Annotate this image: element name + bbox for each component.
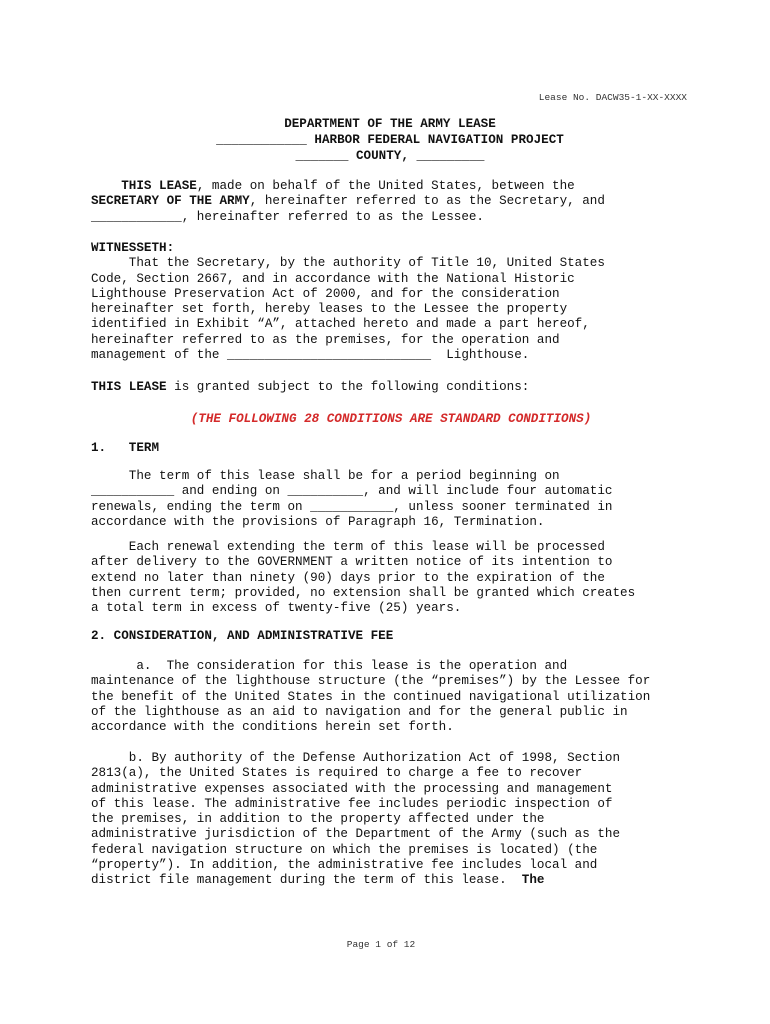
title-line-2: ____________ HARBOR FEDERAL NAVIGATION PROJECT: [216, 133, 564, 147]
witnesseth-line: management of the ___________________________ Lighthouse.: [91, 348, 530, 363]
consideration-paragraph-b: b. By authority of the Defense Authorization Act of 1998, Section 2813(a), the United States is required to charge a fee to recover administrative expenses associated with the processing and management of this lease. The administrative fee includes periodic inspection of the premises, in addition to the property affected under the administrative jurisdiction of the Department of the Army (such as the federal navigation structure on which the premises is located) (the “property”). In addition, the administrative fee includes local and district file management during the term of this lease. The: [91, 751, 621, 888]
title-line-3: _______ COUNTY, _________: [295, 149, 485, 163]
term-paragraph-1: The term of this lease shall be for a period beginning on ___________ and ending on __________, and will include four automatic renewals, ending the term on ___________, unless sooner terminated in accordance with the provisions of Paragraph 16, Termination.: [91, 469, 613, 529]
lease-number: Lease No. DACW35-1-XX-XXXX: [538, 92, 687, 103]
witnesseth-label: WITNESSETH:: [91, 241, 175, 255]
standard-conditions-note: (THE FOLLOWING 28 CONDITIONS ARE STANDARD CONDITIONS): [190, 412, 592, 426]
witnesseth-line: Lighthouse Preservation Act of 2000, and for the consideration: [91, 286, 560, 301]
witnesseth-line: Code, Section 2667, and in accordance with the National Historic: [91, 271, 575, 286]
term-paragraph-2: Each renewal extending the term of this lease will be processed after delivery to the GOVERNMENT a written notice of its intention to extend no later than ninety (90) days prior to the expiration of the then current term; provided, no extension shall be granted which creates a total term in excess of twenty-five (25) years.: [91, 540, 636, 616]
granted-statement: THIS LEASE is granted subject to the following conditions:: [91, 380, 530, 394]
title-line-1: DEPARTMENT OF THE ARMY LEASE: [284, 117, 496, 131]
witnesseth-line: That the Secretary, by the authority of Title 10, United States: [91, 256, 605, 271]
section-heading-term: 1. TERM: [91, 441, 160, 455]
intro-line: SECRETARY OF THE ARMY, hereinafter referred to as the Secretary, and: [91, 194, 605, 209]
page-number: Page 1 of 12: [346, 939, 416, 950]
intro-line: THIS LEASE, made on behalf of the United States, between the: [91, 179, 575, 193]
consideration-paragraph-a: a. The consideration for this lease is the operation and maintenance of the lighthouse structure (the “premises”) by the Lessee for the benefit of the United States in the continued navigational utilization of the lighthouse as an aid to navigation and for the general public in accordance with the conditions herein set forth.: [91, 659, 651, 735]
witnesseth-line: hereinafter set forth, hereby leases to the Lessee the property: [91, 302, 568, 317]
document-title: [0, 116, 770, 164]
intro-line: ____________, hereinafter referred to as the Lessee.: [91, 209, 484, 224]
witnesseth-line: identified in Exhibit “A”, attached hereto and made a part hereof,: [91, 317, 590, 332]
witnesseth-section: [91, 241, 691, 363]
section-heading-consideration: 2. CONSIDERATION, AND ADMINISTRATIVE FEE: [91, 629, 394, 643]
intro-paragraph: [91, 179, 691, 225]
witnesseth-line: hereinafter referred to as the premises, for the operation and: [91, 332, 560, 347]
